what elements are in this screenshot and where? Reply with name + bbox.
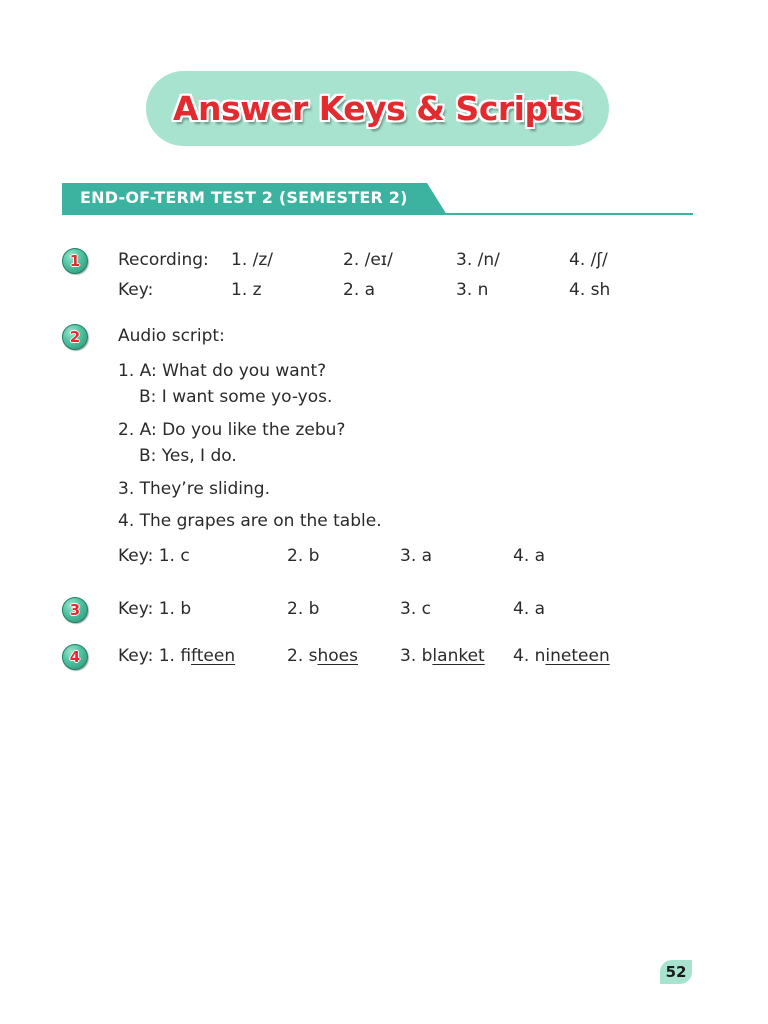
question-number-badge-4: 4 bbox=[62, 644, 88, 670]
key-item: Key: 1. c bbox=[118, 546, 190, 566]
script-line: 2. A: Do you like the zebu? bbox=[118, 420, 346, 440]
key-item bbox=[287, 646, 358, 666]
key-underlined-letters: ineteen bbox=[545, 646, 610, 666]
key-prefix: 2. s bbox=[287, 646, 318, 666]
key-item: 4. a bbox=[513, 546, 546, 566]
key-underlined-letters: hoes bbox=[317, 646, 358, 666]
script-line: B: I want some yo-yos. bbox=[139, 387, 333, 407]
key-label: Key: bbox=[118, 280, 154, 300]
key-underlined-letters: lanket bbox=[432, 646, 485, 666]
key-item: 3. a bbox=[400, 546, 433, 566]
key-item: Key: 1. b bbox=[118, 599, 192, 619]
question-number-badge-2: 2 bbox=[62, 324, 88, 350]
key-prefix: 3. b bbox=[400, 646, 433, 666]
recording-item: 1. /z/ bbox=[231, 250, 274, 270]
key-item: 2. a bbox=[343, 280, 376, 300]
key-item: 3. c bbox=[400, 599, 431, 619]
key-item: 1. z bbox=[231, 280, 262, 300]
audio-script-heading: Audio script: bbox=[118, 326, 225, 346]
question-number-badge-1: 1 bbox=[62, 248, 88, 274]
title-banner bbox=[146, 71, 609, 146]
key-item: 2. b bbox=[287, 599, 320, 619]
script-line: 1. A: What do you want? bbox=[118, 361, 327, 381]
script-line: 3. They’re sliding. bbox=[118, 479, 270, 499]
key-item: 2. b bbox=[287, 546, 320, 566]
recording-item: 2. /eɪ/ bbox=[343, 250, 393, 270]
page-title: Answer Keys & Scripts bbox=[172, 89, 583, 128]
section-title: END-OF-TERM TEST 2 (SEMESTER 2) bbox=[80, 188, 408, 207]
key-item bbox=[513, 646, 610, 666]
script-line: 4. The grapes are on the table. bbox=[118, 511, 382, 531]
page-number: 52 bbox=[660, 960, 692, 984]
key-prefix: Key: 1. f bbox=[118, 646, 192, 666]
key-prefix: 4. n bbox=[513, 646, 546, 666]
recording-item: 3. /n/ bbox=[456, 250, 500, 270]
script-line: B: Yes, I do. bbox=[139, 446, 237, 466]
key-item: 3. n bbox=[456, 280, 489, 300]
recording-item: 4. /ʃ/ bbox=[569, 250, 608, 270]
key-item: 4. a bbox=[513, 599, 546, 619]
question-number-badge-3: 3 bbox=[62, 597, 88, 623]
recording-label: Recording: bbox=[118, 250, 209, 270]
key-item bbox=[400, 646, 485, 666]
key-item: 4. sh bbox=[569, 280, 611, 300]
key-item bbox=[118, 646, 235, 666]
key-underlined-letters: ifteen bbox=[191, 646, 236, 666]
